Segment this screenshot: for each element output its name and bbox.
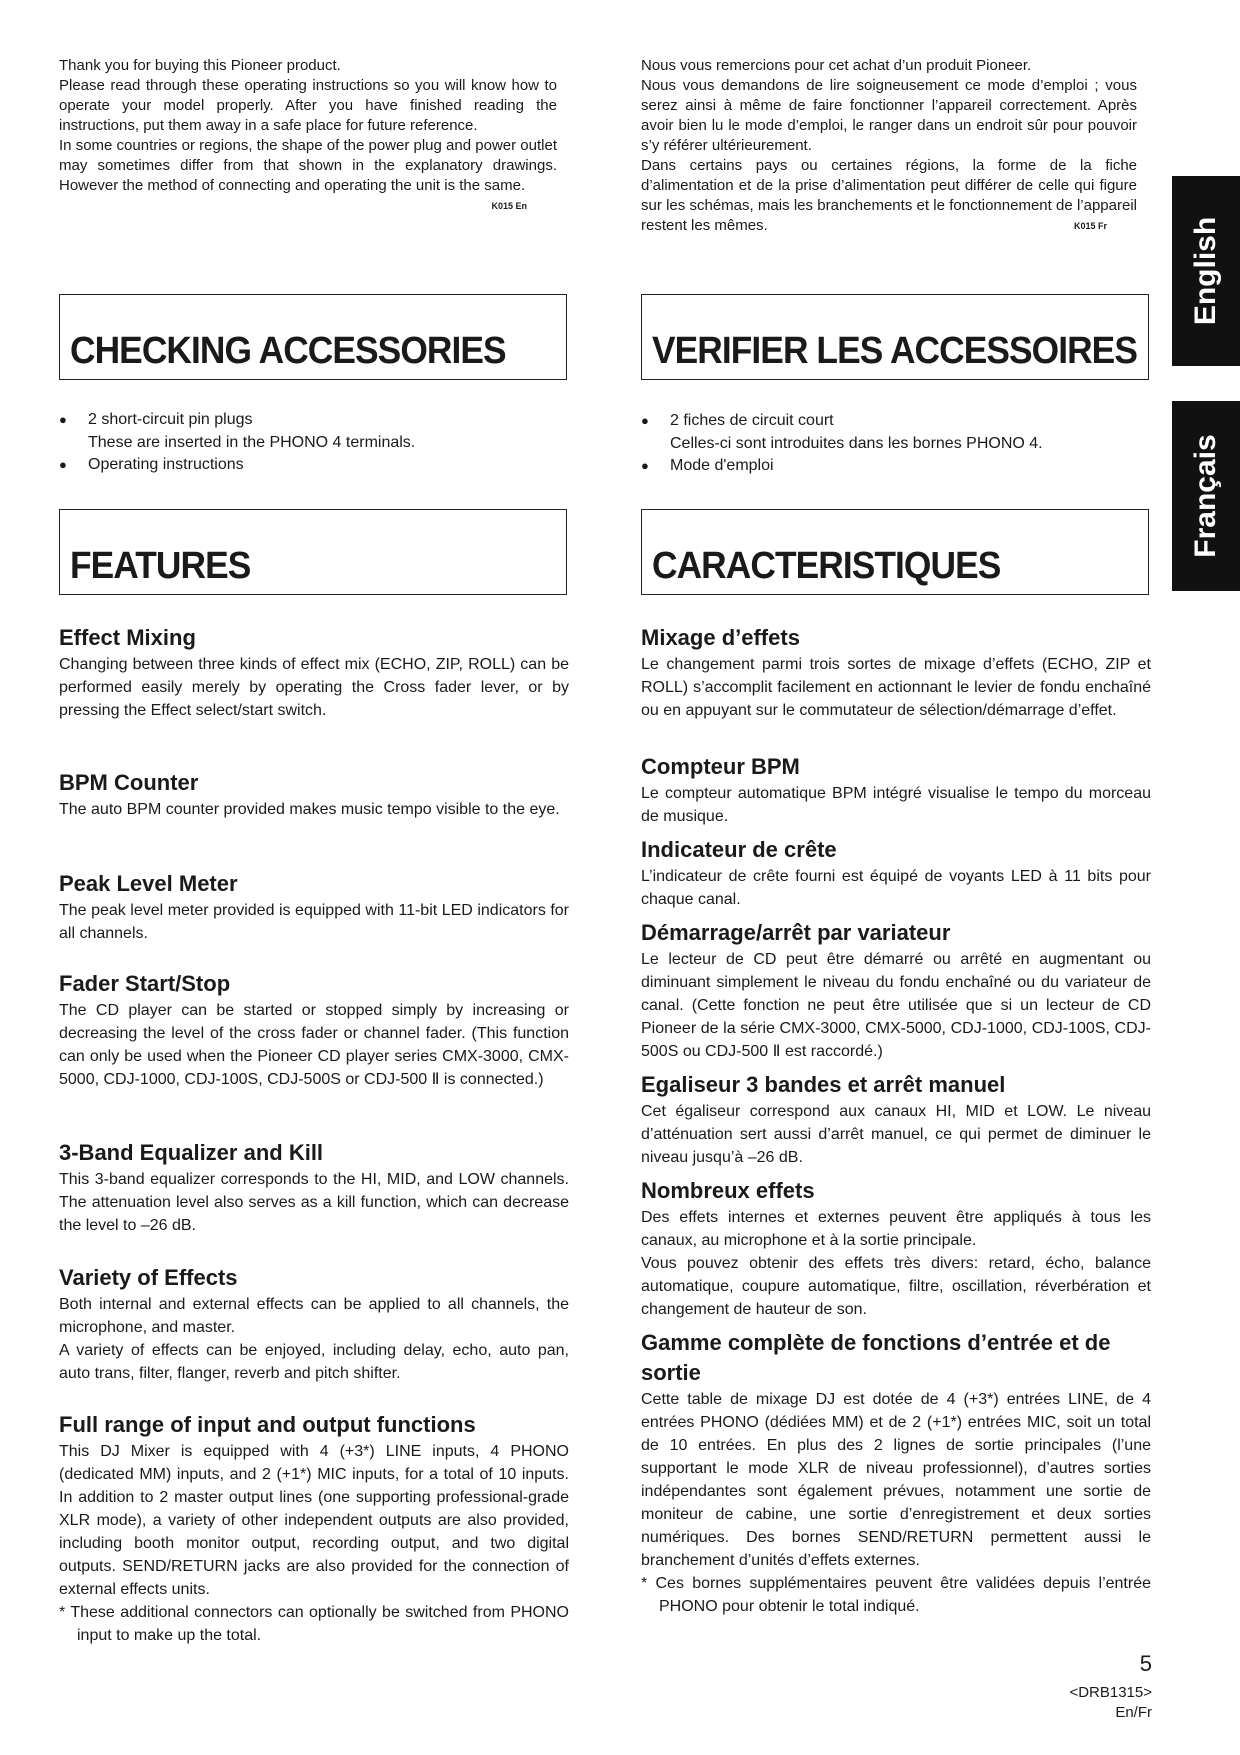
feature-heading: Fader Start/Stop — [59, 971, 231, 996]
feature-heading: Effect Mixing — [59, 625, 196, 650]
tab-french-label: Français — [1189, 434, 1222, 558]
feature-text: Cet égaliseur correspond aux canaux HI, MID et LOW. Le niveau d’atténuation sert aussi d’arrêt manuel, ce qui permet de diminuer le niveau jusqu’à –26 dB. — [641, 1103, 1151, 1166]
feature-heading: BPM Counter — [59, 770, 199, 795]
feature-heading: Compteur BPM — [641, 754, 800, 779]
accessories-title-box — [59, 294, 567, 380]
feature-equalizer — [59, 1138, 569, 1237]
list-item-sub: Celles-ci sont introduites dans les bornes PHONO 4. — [670, 434, 1043, 452]
tab-french — [1172, 401, 1240, 591]
intro-paragraph — [59, 136, 557, 211]
feature-input-output — [59, 1410, 569, 1647]
feature-gamme — [641, 1328, 1151, 1618]
accessories-list — [641, 410, 1141, 478]
feature-indicateur — [641, 835, 1151, 911]
feature-text: This DJ Mixer is equipped with 4 (+3*) LINE inputs, 4 PHONO (dedicated MM) inputs, and 2 (+1*) MIC inputs, for a total of 10 inputs. In addition to 2 master output lines (one supporting professional-grade XLR mode), a variety of other independent outputs are also provided, including booth monitor output, recording output, and two digital outputs. SEND/RETURN jacks are also provided for the connection of external effects units. — [59, 1443, 569, 1598]
feature-text: Changing between three kinds of effect mix (ECHO, ZIP, ROLL) can be performed easily merely by operating the Cross fader lever, or by pressing the Effect select/start switch. — [59, 656, 569, 719]
list-item: ● Mode d'emploi — [641, 455, 1141, 478]
feature-text: The auto BPM counter provided makes music tempo visible to the eye. — [59, 801, 560, 818]
feature-egaliseur — [641, 1070, 1151, 1169]
french-intro — [641, 56, 1137, 236]
list-item: ● 2 short-circuit pin plugs — [59, 409, 559, 432]
tab-english — [1172, 176, 1240, 366]
intro-code: K015 Fr — [1073, 221, 1107, 231]
feature-text: Le compteur automatique BPM intégré visualise le tempo du morceau de musique. — [641, 785, 1151, 825]
intro-paragraph: Thank you for buying this Pioneer product. — [59, 57, 341, 74]
feature-variety-of-effects — [59, 1263, 569, 1385]
intro-text: Dans certains pays ou certaines régions, la forme de la fiche d’alimentation et de la prise d’alimentation peut différer de celle qui figure sur les schémas, mais les branchements et le fonctionnement de l’appareil restent les mêmes. — [641, 157, 1137, 234]
feature-fader-start-stop — [59, 969, 569, 1091]
accessories-title-box — [641, 294, 1149, 380]
feature-heading: Nombreux effets — [641, 1178, 815, 1203]
doc-lang: En/Fr — [1115, 1704, 1152, 1721]
feature-text: Cette table de mixage DJ est dotée de 4 (+3*) entrées LINE, de 4 entrées PHONO (dédiées MM) et de 2 (+1*) entrées MIC, soit un total de 10 entrées. En plus des 2 lignes de sortie principales (l’une supportant le mode XLR de niveau professionnel), d’autres sorties indépendantes sont également prévues, notamment une sortie de moniteur de cabine, une sortie d’enregistrement et deux sorties numériques. Des bornes SEND/RETURN permettent aussi le branchement d’unités d’effets externes. — [641, 1391, 1151, 1569]
intro-code: K015 En — [491, 201, 527, 211]
feature-nombreux-effets — [641, 1176, 1151, 1321]
intro-paragraph: Nous vous remercions pour cet achat d’un produit Pioneer. — [641, 57, 1032, 74]
tab-english-label: English — [1189, 216, 1222, 326]
feature-text: Le lecteur de CD peut être démarré ou arrêté en augmentant ou diminuant simplement le niveau du fondu enchaîné ou du variateur de canal. (Cette fonction ne peut être utilisée que si un lecteur de CD Pioneer de la série CMX-3000, CMX-5000, CDJ-1000, CDJ-100S, CDJ-500S ou CDJ-500 Ⅱ est raccordé.) — [641, 951, 1151, 1060]
feature-text: Le changement parmi trois sortes de mixage d’effets (ECHO, ZIP et ROLL) s’accomplit facilement en actionnant le levier de fondu enchaîné ou en appuyant sur le commutateur de sélection/démarrage d’effet. — [641, 656, 1151, 719]
feature-heading: Mixage d’effets — [641, 625, 800, 650]
accessories-list — [59, 409, 559, 477]
list-item: ● Operating instructions — [59, 454, 559, 477]
intro-paragraph: Please read through these operating instructions so you will know how to operate your model properly. After you have finished reading the instructions, put them away in a safe place for future reference. — [59, 77, 557, 134]
features-title-box — [59, 509, 567, 595]
feature-bpm-counter — [59, 768, 569, 821]
feature-note: * Ces bornes supplémentaires peuvent être validées depuis l’entrée PHONO pour obtenir le total indiqué. — [641, 1575, 1151, 1615]
list-item: ● 2 fiches de circuit court — [641, 410, 1141, 433]
feature-heading: Indicateur de crête — [641, 837, 837, 862]
intro-paragraph: Nous vous demandons de lire soigneusement ce mode d’emploi ; vous serez ainsi à même de faire fonctionner l’appareil correctement. Après avoir bien lu le mode d’emploi, le ranger dans un endroit sûr pour pouvoir s’y référer ultérieurement. — [641, 77, 1137, 154]
feature-text: Des effets internes et externes peuvent être appliqués à tous les canaux, au microphone et à la sortie principale. — [641, 1209, 1151, 1249]
feature-heading: Variety of Effects — [59, 1265, 238, 1290]
feature-note: * These additional connectors can optionally be switched from PHONO input to make up the total. — [59, 1604, 569, 1644]
feature-demarrage — [641, 918, 1151, 1063]
intro-text: In some countries or regions, the shape of the power plug and power outlet may sometimes differ from that shown in the explanatory drawings. However the method of connecting and operating the unit is the same. — [59, 137, 557, 194]
intro-paragraph — [641, 156, 1137, 236]
feature-text: Both internal and external effects can be applied to all channels, the microphone, and master. — [59, 1296, 569, 1336]
english-intro — [59, 56, 557, 216]
feature-text: Vous pouvez obtenir des effets très divers: retard, écho, balance automatique, coupure automatique, filtre, oscillation, réverbération et changement de hauteur de son. — [641, 1255, 1151, 1318]
features-title-box — [641, 509, 1149, 595]
feature-effect-mixing — [59, 623, 569, 722]
feature-text: L’indicateur de crête fourni est équipé de voyants LED à 11 bits pour chaque canal. — [641, 868, 1151, 908]
feature-text: This 3-band equalizer corresponds to the HI, MID, and LOW channels. The attenuation level also serves as a kill function, which can decrease the level to –26 dB. — [59, 1171, 569, 1234]
feature-heading: Peak Level Meter — [59, 871, 238, 896]
feature-heading: Egaliseur 3 bandes et arrêt manuel — [641, 1072, 1006, 1097]
feature-text: The peak level meter provided is equipped with 11-bit LED indicators for all channels. — [59, 902, 569, 942]
feature-peak-level-meter — [59, 869, 569, 945]
list-item-sub: These are inserted in the PHONO 4 terminals. — [88, 433, 416, 451]
feature-text: The CD player can be started or stopped simply by increasing or decreasing the level of the cross fader or channel fader. (This function can only be used when the Pioneer CD player series CMX-3000, CMX-5000, CDJ-1000, CDJ-100S, CDJ-500S or CDJ-500 Ⅱ is connected.) — [59, 1002, 569, 1088]
feature-mixage — [641, 623, 1151, 722]
page-number: 5 — [1139, 1651, 1152, 1676]
features-title: FEATURES — [70, 545, 251, 587]
feature-heading: Full range of input and output functions — [59, 1412, 476, 1437]
feature-text: A variety of effects can be enjoyed, including delay, echo, auto pan, auto trans, filter, flanger, reverb and pitch shifter. — [59, 1342, 569, 1382]
feature-compteur — [641, 752, 1151, 828]
accessories-title: CHECKING ACCESSORIES — [70, 330, 506, 372]
features-title: CARACTERISTIQUES — [652, 545, 1001, 587]
feature-heading: Gamme complète de fonctions d’entrée et de sortie — [641, 1330, 1111, 1385]
feature-heading: 3-Band Equalizer and Kill — [59, 1140, 324, 1165]
feature-heading: Démarrage/arrêt par variateur — [641, 920, 951, 945]
accessories-title: VERIFIER LES ACCESSOIRES — [652, 330, 1137, 372]
doc-code: <DRB1315> — [1069, 1684, 1152, 1701]
